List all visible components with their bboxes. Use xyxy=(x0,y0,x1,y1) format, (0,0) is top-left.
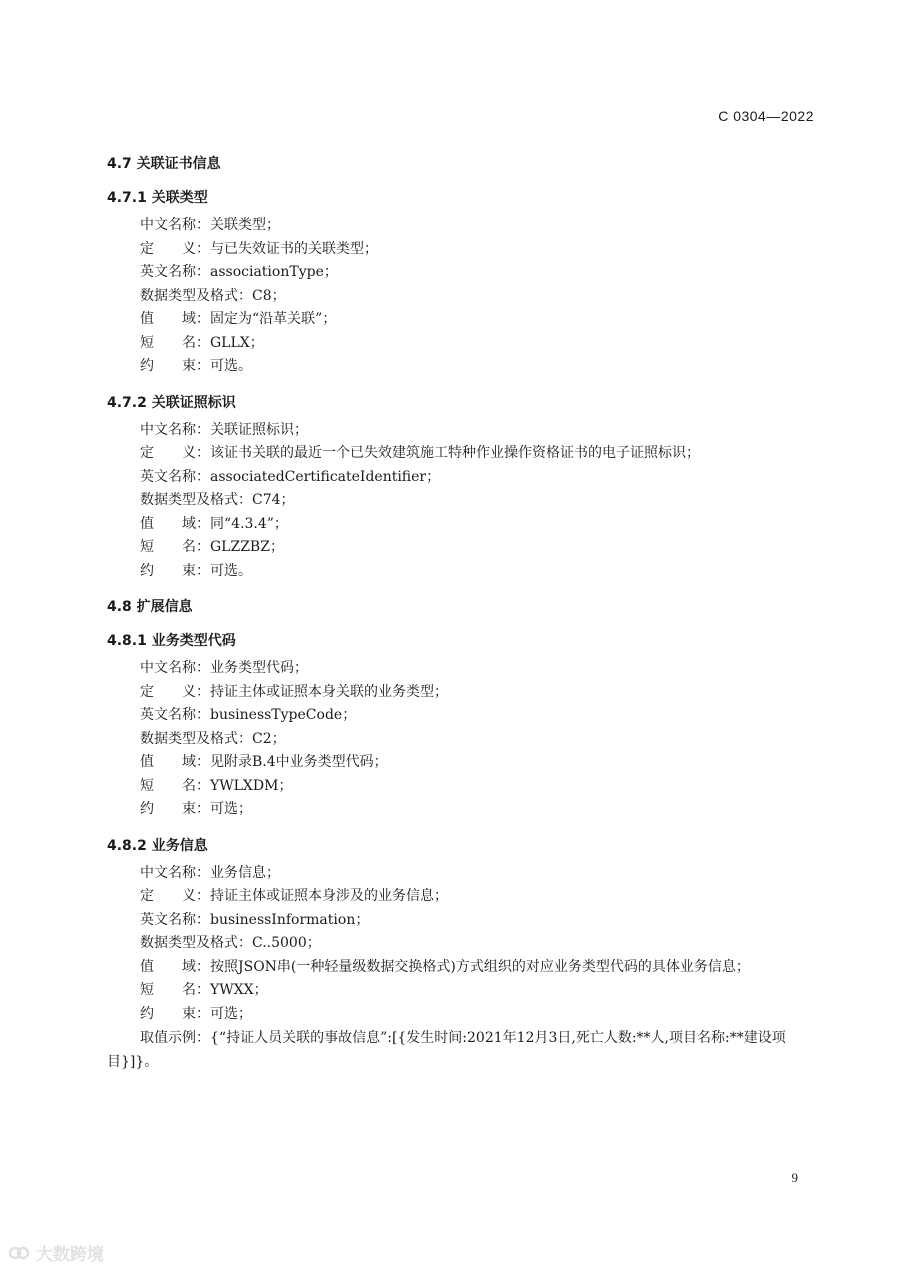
field-constraint: 约 束：可选； xyxy=(140,1005,252,1022)
field-data-type: 数据类型及格式：C8； xyxy=(140,287,286,304)
field-constraint: 约 束：可选； xyxy=(140,801,252,817)
watermark-text: 大数跨境 xyxy=(36,1245,104,1265)
field-data-type: 数据类型及格式：C..5000； xyxy=(140,935,321,951)
field-data-type: 数据类型及格式：C74； xyxy=(140,492,295,508)
field-english-name: 英文名称：businessTypeCode； xyxy=(140,707,357,723)
field-value-domain: 值 域：同“4.3.4”； xyxy=(140,515,288,532)
field-list xyxy=(107,657,807,822)
field-english-name: 英文名称：businessInformation； xyxy=(140,911,370,928)
subsection-heading: 4.8.2 业务信息 xyxy=(107,837,208,854)
field-english-name: 英文名称：associationType； xyxy=(140,264,338,280)
subsection-heading: 4.7.2 关联证照标识 xyxy=(107,394,236,411)
document-body xyxy=(107,146,807,1086)
watermark-logo-icon xyxy=(8,1244,30,1262)
field-short-name: 短 名：GLLX； xyxy=(140,334,264,351)
field-definition: 定 义：与已失效证书的关联类型； xyxy=(140,240,378,257)
subsection-heading: 4.8.1 业务类型代码 xyxy=(107,633,236,649)
section-heading: 4.7 关联证书信息 xyxy=(107,156,221,172)
field-short-name: 短 名：YWLXDM； xyxy=(140,777,293,794)
field-short-name: 短 名：YWXX； xyxy=(140,982,268,998)
field-constraint: 约 束：可选。 xyxy=(140,358,252,374)
section-heading: 4.8 扩展信息 xyxy=(107,599,193,615)
field-chinese-name: 中文名称：关联证照标识； xyxy=(140,421,308,438)
field-short-name: 短 名：GLZZBZ； xyxy=(140,539,284,555)
field-definition: 定 义：持证主体或证照本身关联的业务类型； xyxy=(140,683,448,700)
section-4-8 xyxy=(107,595,807,1074)
field-list xyxy=(107,419,807,584)
standard-code: C 0304—2022 xyxy=(718,108,814,124)
field-data-type: 数据类型及格式：C2； xyxy=(140,730,286,747)
field-definition: 定 义：该证书关联的最近一个已失效建筑施工特种作业操作资格证书的电子证照标识； xyxy=(140,445,700,461)
field-value-domain: 值 域：按照JSON串(一种轻量级数据交换格式)方式组织的对应业务类型代码的具体业务信息； xyxy=(140,958,750,975)
watermark xyxy=(8,1240,104,1265)
subsection-heading: 4.7.1 关联类型 xyxy=(107,190,208,206)
field-value-domain: 值 域：固定为“沿革关联”； xyxy=(140,311,337,327)
field-list xyxy=(107,214,807,379)
field-constraint: 约 束：可选。 xyxy=(140,562,252,579)
section-4-7 xyxy=(107,152,807,583)
field-example: 取值示例：{“持证人员关联的事故信息”:[{发生时间:2021年12月3日,死亡人数:**人,项目名称:**建设项目}]}。 xyxy=(107,1030,786,1070)
field-value-domain: 值 域：见附录B.4中业务类型代码； xyxy=(140,754,388,770)
field-chinese-name: 中文名称：业务类型代码； xyxy=(140,660,308,676)
page-number: 9 xyxy=(791,1170,798,1185)
field-chinese-name: 中文名称：业务信息； xyxy=(140,864,280,881)
field-english-name: 英文名称：associatedCertificateIdentifier； xyxy=(140,468,441,485)
field-chinese-name: 中文名称：关联类型； xyxy=(140,217,280,233)
field-definition: 定 义：持证主体或证照本身涉及的业务信息； xyxy=(140,888,448,904)
field-list xyxy=(107,862,807,1075)
